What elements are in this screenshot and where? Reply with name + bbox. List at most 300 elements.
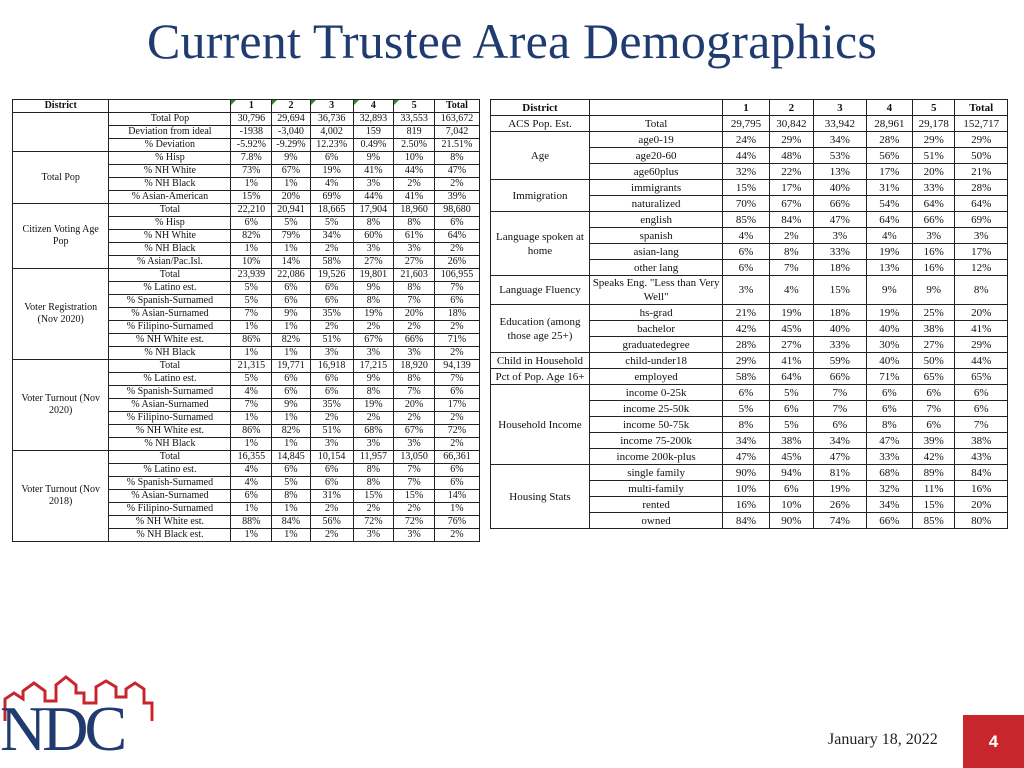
- value-cell: 163,672: [434, 113, 479, 126]
- value-cell: 84%: [955, 465, 1008, 481]
- column-header: Total: [434, 100, 479, 113]
- value-cell: 69%: [955, 212, 1008, 228]
- table-row: [491, 305, 1008, 321]
- value-cell: 17%: [955, 244, 1008, 260]
- value-cell: 6%: [310, 152, 353, 165]
- row-label: multi-family: [589, 481, 722, 497]
- value-cell: -3,040: [272, 126, 311, 139]
- value-cell: 6%: [434, 477, 479, 490]
- value-cell: 80%: [955, 513, 1008, 529]
- value-cell: 69%: [310, 191, 353, 204]
- column-header: Total: [955, 100, 1008, 116]
- value-cell: 67%: [353, 334, 394, 347]
- value-cell: 7%: [913, 401, 955, 417]
- table-row: [491, 276, 1008, 305]
- row-label: age20-60: [589, 148, 722, 164]
- value-cell: 19%: [310, 165, 353, 178]
- row-label: % NH Black: [109, 243, 231, 256]
- row-label: % Filipino-Surnamed: [109, 321, 231, 334]
- value-cell: 90%: [723, 465, 769, 481]
- value-cell: 34%: [866, 497, 912, 513]
- value-cell: 10%: [394, 152, 435, 165]
- value-cell: 5%: [769, 385, 813, 401]
- value-cell: 2%: [434, 321, 479, 334]
- group-label: Voter Turnout (Nov 2018): [13, 451, 109, 542]
- value-cell: 13%: [866, 260, 912, 276]
- value-cell: 17%: [866, 164, 912, 180]
- value-cell: 38%: [955, 433, 1008, 449]
- group-label: Language spoken at home: [491, 212, 590, 276]
- value-cell: 2%: [310, 529, 353, 542]
- page-number: 4: [963, 715, 1024, 768]
- row-label: single family: [589, 465, 722, 481]
- row-label: immigrants: [589, 180, 722, 196]
- value-cell: 17%: [434, 399, 479, 412]
- value-cell: 64%: [955, 196, 1008, 212]
- value-cell: 44%: [723, 148, 769, 164]
- value-cell: 1%: [231, 347, 272, 360]
- value-cell: 1%: [272, 321, 311, 334]
- row-label: owned: [589, 513, 722, 529]
- value-cell: 8%: [353, 386, 394, 399]
- value-cell: 19%: [353, 308, 394, 321]
- value-cell: 72%: [434, 425, 479, 438]
- value-cell: 6%: [272, 373, 311, 386]
- value-cell: 71%: [434, 334, 479, 347]
- value-cell: 81%: [814, 465, 867, 481]
- row-label: % Latino est.: [109, 464, 231, 477]
- value-cell: 82%: [231, 230, 272, 243]
- value-cell: 19%: [769, 305, 813, 321]
- value-cell: 45%: [769, 449, 813, 465]
- value-cell: 1%: [272, 529, 311, 542]
- value-cell: 30,796: [231, 113, 272, 126]
- value-cell: 9%: [866, 276, 912, 305]
- value-cell: 10,154: [310, 451, 353, 464]
- value-cell: 4%: [866, 228, 912, 244]
- value-cell: 89%: [913, 465, 955, 481]
- row-label: % Spanish-Surnamed: [109, 295, 231, 308]
- value-cell: 19,771: [272, 360, 311, 373]
- value-cell: 6%: [434, 217, 479, 230]
- table-row: [491, 132, 1008, 148]
- group-label: Household Income: [491, 385, 590, 465]
- value-cell: 1%: [272, 347, 311, 360]
- value-cell: 6%: [310, 477, 353, 490]
- value-cell: 6%: [272, 386, 311, 399]
- value-cell: 68%: [866, 465, 912, 481]
- group-label: Age: [491, 132, 590, 180]
- value-cell: 2%: [434, 243, 479, 256]
- value-cell: 2%: [394, 321, 435, 334]
- value-cell: 3%: [955, 228, 1008, 244]
- row-label: % Hisp: [109, 217, 231, 230]
- value-cell: 0.49%: [353, 139, 394, 152]
- value-cell: 28%: [955, 180, 1008, 196]
- value-cell: 9%: [353, 152, 394, 165]
- value-cell: 6%: [955, 385, 1008, 401]
- value-cell: 1%: [272, 243, 311, 256]
- value-cell: 2%: [394, 503, 435, 516]
- value-cell: 2.50%: [394, 139, 435, 152]
- row-label: Total: [109, 451, 231, 464]
- value-cell: 30%: [866, 337, 912, 353]
- row-label: hs-grad: [589, 305, 722, 321]
- row-label: % NH Black: [109, 438, 231, 451]
- value-cell: 1%: [231, 438, 272, 451]
- value-cell: 20%: [394, 308, 435, 321]
- value-cell: 6%: [310, 386, 353, 399]
- value-cell: 9%: [272, 308, 311, 321]
- value-cell: 22%: [769, 164, 813, 180]
- row-label: % Deviation: [109, 139, 231, 152]
- value-cell: 51%: [310, 334, 353, 347]
- value-cell: 5%: [272, 477, 311, 490]
- value-cell: 40%: [866, 321, 912, 337]
- value-cell: 3%: [814, 228, 867, 244]
- value-cell: 31%: [310, 490, 353, 503]
- header-row: [13, 100, 480, 113]
- table-row: [13, 269, 480, 282]
- row-label: age60plus: [589, 164, 722, 180]
- value-cell: 8%: [353, 295, 394, 308]
- value-cell: 6%: [231, 490, 272, 503]
- value-cell: 67%: [769, 196, 813, 212]
- value-cell: 13%: [814, 164, 867, 180]
- value-cell: 23,939: [231, 269, 272, 282]
- value-cell: 2%: [353, 503, 394, 516]
- value-cell: 3%: [723, 276, 769, 305]
- value-cell: 21%: [955, 164, 1008, 180]
- row-label: % NH White est.: [109, 425, 231, 438]
- row-label: % NH White est.: [109, 516, 231, 529]
- value-cell: 4%: [231, 464, 272, 477]
- row-label: % Latino est.: [109, 282, 231, 295]
- value-cell: 28%: [723, 337, 769, 353]
- value-cell: 44%: [394, 165, 435, 178]
- value-cell: 8%: [353, 464, 394, 477]
- value-cell: 71%: [866, 369, 912, 385]
- table-row: [13, 451, 480, 464]
- value-cell: 94%: [769, 465, 813, 481]
- group-label: Voter Turnout (Nov 2020): [13, 360, 109, 451]
- value-cell: 6%: [723, 260, 769, 276]
- value-cell: 86%: [231, 334, 272, 347]
- value-cell: 72%: [394, 516, 435, 529]
- value-cell: 3%: [310, 438, 353, 451]
- value-cell: 54%: [866, 196, 912, 212]
- district-header: District: [13, 100, 109, 113]
- value-cell: 16,918: [310, 360, 353, 373]
- row-label: graduatedegree: [589, 337, 722, 353]
- blank-header-cell: [589, 100, 722, 116]
- value-cell: 12%: [955, 260, 1008, 276]
- value-cell: 90%: [769, 513, 813, 529]
- row-label: income 75-200k: [589, 433, 722, 449]
- value-cell: 32%: [723, 164, 769, 180]
- value-cell: 5%: [272, 217, 311, 230]
- row-label: Total: [589, 116, 722, 132]
- value-cell: 2%: [434, 529, 479, 542]
- row-label: % Asian-Surnamed: [109, 490, 231, 503]
- row-label: english: [589, 212, 722, 228]
- value-cell: 84%: [723, 513, 769, 529]
- value-cell: 41%: [769, 353, 813, 369]
- value-cell: 21%: [723, 305, 769, 321]
- value-cell: 39%: [913, 433, 955, 449]
- value-cell: 8%: [394, 282, 435, 295]
- value-cell: 2%: [434, 438, 479, 451]
- table-row: [13, 204, 480, 217]
- value-cell: 79%: [272, 230, 311, 243]
- value-cell: 44%: [353, 191, 394, 204]
- column-header: 5: [394, 100, 435, 113]
- row-label: income 50-75k: [589, 417, 722, 433]
- row-label: % Filipino-Surnamed: [109, 503, 231, 516]
- value-cell: 66,361: [434, 451, 479, 464]
- value-cell: 6%: [769, 401, 813, 417]
- value-cell: 67%: [272, 165, 311, 178]
- value-cell: 15%: [913, 497, 955, 513]
- value-cell: 50%: [955, 148, 1008, 164]
- value-cell: 17%: [769, 180, 813, 196]
- value-cell: 7%: [394, 295, 435, 308]
- row-label: rented: [589, 497, 722, 513]
- value-cell: 12.23%: [310, 139, 353, 152]
- value-cell: 1%: [231, 503, 272, 516]
- column-header: 4: [866, 100, 912, 116]
- value-cell: 7,042: [434, 126, 479, 139]
- value-cell: 18%: [434, 308, 479, 321]
- value-cell: 1%: [231, 178, 272, 191]
- value-cell: 26%: [434, 256, 479, 269]
- value-cell: 65%: [955, 369, 1008, 385]
- value-cell: 7%: [769, 260, 813, 276]
- value-cell: 47%: [866, 433, 912, 449]
- column-header: 2: [272, 100, 311, 113]
- value-cell: 2%: [310, 321, 353, 334]
- value-cell: 3%: [394, 529, 435, 542]
- value-cell: 70%: [723, 196, 769, 212]
- value-cell: 40%: [814, 180, 867, 196]
- value-cell: 3%: [394, 243, 435, 256]
- value-cell: 8%: [394, 373, 435, 386]
- header-row: [491, 100, 1008, 116]
- row-label: Total Pop: [109, 113, 231, 126]
- value-cell: 64%: [434, 230, 479, 243]
- value-cell: 2%: [394, 178, 435, 191]
- value-cell: 6%: [272, 295, 311, 308]
- row-label: % NH White est.: [109, 334, 231, 347]
- group-label: Citizen Voting Age Pop: [13, 204, 109, 269]
- right-demographics-table: [490, 99, 1008, 529]
- value-cell: 3%: [353, 529, 394, 542]
- value-cell: 6%: [955, 401, 1008, 417]
- value-cell: 40%: [814, 321, 867, 337]
- value-cell: 6%: [310, 295, 353, 308]
- value-cell: 6%: [814, 417, 867, 433]
- value-cell: 8%: [353, 477, 394, 490]
- value-cell: 65%: [913, 369, 955, 385]
- group-label: Child in Household: [491, 353, 590, 369]
- value-cell: 66%: [913, 212, 955, 228]
- value-cell: 41%: [955, 321, 1008, 337]
- value-cell: 47%: [814, 212, 867, 228]
- value-cell: 44%: [955, 353, 1008, 369]
- column-header: 3: [814, 100, 867, 116]
- value-cell: 7%: [394, 386, 435, 399]
- value-cell: 34%: [814, 132, 867, 148]
- value-cell: 33,942: [814, 116, 867, 132]
- value-cell: 3%: [394, 347, 435, 360]
- row-label: % NH Black est.: [109, 529, 231, 542]
- value-cell: 3%: [913, 228, 955, 244]
- value-cell: 7%: [434, 373, 479, 386]
- value-cell: 3%: [353, 347, 394, 360]
- table-row: [13, 360, 480, 373]
- left-demographics-table: [12, 99, 480, 542]
- value-cell: 32%: [866, 481, 912, 497]
- value-cell: 15%: [723, 180, 769, 196]
- value-cell: 61%: [394, 230, 435, 243]
- value-cell: 27%: [353, 256, 394, 269]
- value-cell: 4%: [231, 386, 272, 399]
- row-label: % NH White: [109, 230, 231, 243]
- value-cell: 1%: [231, 321, 272, 334]
- value-cell: 6%: [913, 417, 955, 433]
- row-label: Total: [109, 269, 231, 282]
- ndc-logo-text: NDC: [0, 693, 124, 764]
- value-cell: 38%: [769, 433, 813, 449]
- value-cell: 42%: [723, 321, 769, 337]
- row-label: asian-lang: [589, 244, 722, 260]
- value-cell: 42%: [913, 449, 955, 465]
- table-row: [491, 353, 1008, 369]
- value-cell: 14%: [434, 490, 479, 503]
- value-cell: 29,178: [913, 116, 955, 132]
- value-cell: 8%: [434, 152, 479, 165]
- value-cell: 10%: [231, 256, 272, 269]
- table-row: [491, 385, 1008, 401]
- value-cell: 66%: [394, 334, 435, 347]
- value-cell: 33%: [814, 337, 867, 353]
- value-cell: 4%: [723, 228, 769, 244]
- row-label: age0-19: [589, 132, 722, 148]
- value-cell: 7%: [394, 464, 435, 477]
- value-cell: 20%: [955, 497, 1008, 513]
- value-cell: 5%: [723, 401, 769, 417]
- value-cell: 3%: [353, 438, 394, 451]
- value-cell: 3%: [310, 347, 353, 360]
- column-header: 4: [353, 100, 394, 113]
- value-cell: 18,960: [394, 204, 435, 217]
- value-cell: 16,355: [231, 451, 272, 464]
- value-cell: 152,717: [955, 116, 1008, 132]
- table-row: [13, 152, 480, 165]
- row-label: spanish: [589, 228, 722, 244]
- value-cell: 28%: [866, 132, 912, 148]
- value-cell: 56%: [866, 148, 912, 164]
- value-cell: 9%: [353, 373, 394, 386]
- row-label: % Latino est.: [109, 373, 231, 386]
- value-cell: -9.29%: [272, 139, 311, 152]
- value-cell: 27%: [394, 256, 435, 269]
- value-cell: 7%: [231, 308, 272, 321]
- table-row: [491, 465, 1008, 481]
- table-row: [491, 369, 1008, 385]
- value-cell: 59%: [814, 353, 867, 369]
- value-cell: 33%: [913, 180, 955, 196]
- value-cell: 2%: [434, 178, 479, 191]
- value-cell: 64%: [769, 369, 813, 385]
- value-cell: 2%: [310, 503, 353, 516]
- value-cell: 19,526: [310, 269, 353, 282]
- value-cell: 16%: [723, 497, 769, 513]
- value-cell: 15%: [394, 490, 435, 503]
- value-cell: 48%: [769, 148, 813, 164]
- value-cell: 41%: [353, 165, 394, 178]
- footer-date: January 18, 2022: [828, 731, 938, 748]
- value-cell: 6%: [913, 385, 955, 401]
- value-cell: 159: [353, 126, 394, 139]
- group-label: Immigration: [491, 180, 590, 212]
- value-cell: 72%: [353, 516, 394, 529]
- value-cell: 6%: [310, 282, 353, 295]
- value-cell: 94,139: [434, 360, 479, 373]
- value-cell: 6%: [723, 385, 769, 401]
- value-cell: 19%: [353, 399, 394, 412]
- value-cell: 11,957: [353, 451, 394, 464]
- value-cell: 66%: [866, 513, 912, 529]
- blank-header-cell: [109, 100, 231, 113]
- column-header: 3: [310, 100, 353, 113]
- value-cell: 51%: [310, 425, 353, 438]
- value-cell: 16%: [913, 244, 955, 260]
- value-cell: 6%: [866, 385, 912, 401]
- row-label: % Asian-American: [109, 191, 231, 204]
- value-cell: 15%: [353, 490, 394, 503]
- column-header: 5: [913, 100, 955, 116]
- value-cell: 2%: [769, 228, 813, 244]
- row-label: Speaks Eng. "Less than Very Well": [589, 276, 722, 305]
- value-cell: 29%: [955, 132, 1008, 148]
- value-cell: 34%: [814, 433, 867, 449]
- value-cell: 19%: [866, 305, 912, 321]
- value-cell: 7.8%: [231, 152, 272, 165]
- value-cell: 4%: [769, 276, 813, 305]
- value-cell: 1%: [434, 503, 479, 516]
- value-cell: 20%: [394, 399, 435, 412]
- value-cell: 33%: [814, 244, 867, 260]
- value-cell: 2%: [394, 412, 435, 425]
- value-cell: 85%: [913, 513, 955, 529]
- value-cell: 20%: [955, 305, 1008, 321]
- value-cell: 6%: [434, 464, 479, 477]
- value-cell: 29,694: [272, 113, 311, 126]
- value-cell: 7%: [955, 417, 1008, 433]
- value-cell: 11%: [913, 481, 955, 497]
- value-cell: 4%: [310, 178, 353, 191]
- value-cell: 22,210: [231, 204, 272, 217]
- row-label: child-under18: [589, 353, 722, 369]
- table-row: [491, 212, 1008, 228]
- value-cell: 3%: [353, 178, 394, 191]
- row-label: % Hisp: [109, 152, 231, 165]
- value-cell: 6%: [434, 295, 479, 308]
- row-label: % Spanish-Surnamed: [109, 477, 231, 490]
- value-cell: 1%: [231, 243, 272, 256]
- value-cell: 18,920: [394, 360, 435, 373]
